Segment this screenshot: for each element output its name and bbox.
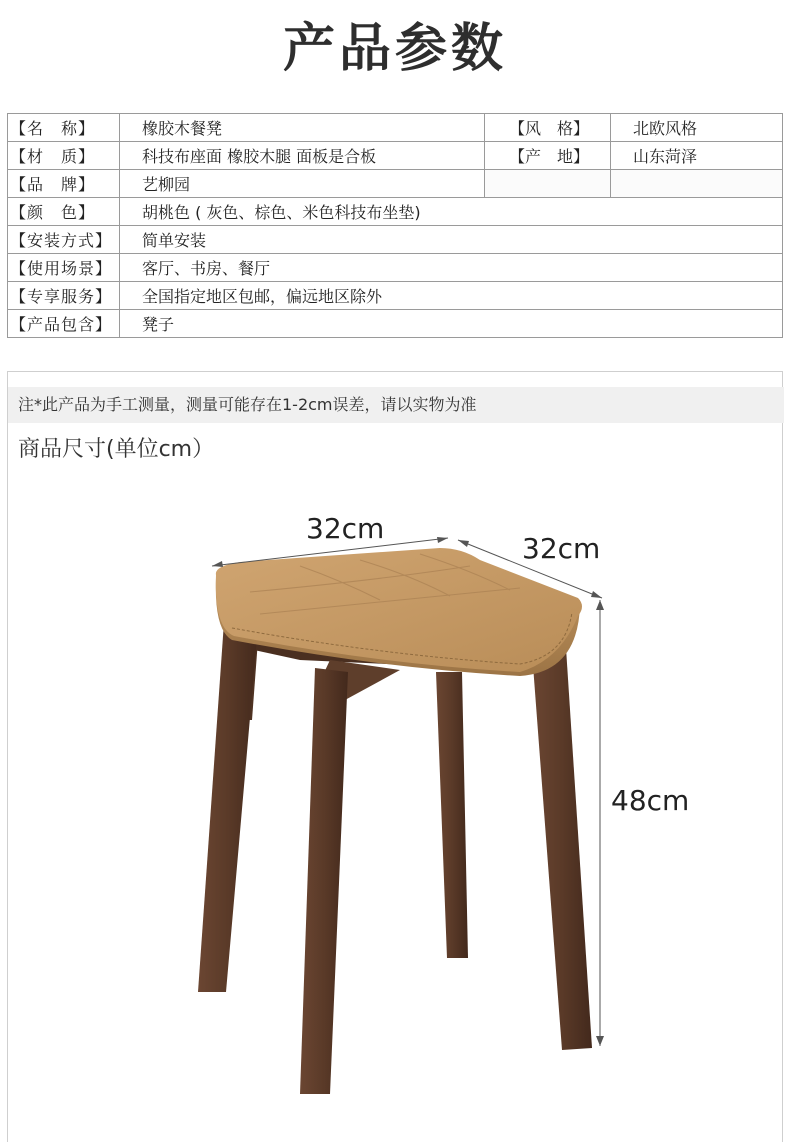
row-value: 科技布座面 橡胶木腿 面板是合板 — [120, 142, 485, 170]
row-value: 北欧风格 — [611, 114, 783, 142]
row-label: 【风 格】 — [485, 114, 611, 142]
row-label: 【产品包含】 — [8, 310, 120, 338]
row-label: 【材 质】 — [8, 142, 120, 170]
page-title: 产品参数 — [282, 19, 507, 79]
stool-leg-back-right — [436, 672, 468, 958]
row-label: 【品 牌】 — [8, 170, 120, 198]
height-dimension-label: 48cm — [611, 784, 690, 817]
width-arrow-right — [437, 537, 448, 543]
size-title: 商品尺寸(单位cm） — [18, 437, 215, 462]
row-value: 胡桃色 ( 灰色、棕色、米色科技布坐垫) — [120, 198, 783, 226]
width-arrow-left — [212, 561, 223, 567]
row-value: 客厅、书房、餐厅 — [120, 254, 783, 282]
height-arrow-top — [596, 600, 604, 610]
height-arrow-bottom — [596, 1036, 604, 1046]
row-label: 【安装方式】 — [8, 226, 120, 254]
row-value: 简单安装 — [120, 226, 783, 254]
row-value: 艺柳园 — [120, 170, 485, 198]
width-dimension-label: 32cm — [306, 512, 385, 545]
row-value: 山东菏泽 — [611, 142, 783, 170]
row-label: 【专享服务】 — [8, 282, 120, 310]
stool-leg-front-left — [198, 622, 258, 992]
row-label: 【名 称】 — [8, 114, 120, 142]
row-label: 【产 地】 — [485, 142, 611, 170]
stool-leg-front-right — [532, 648, 592, 1050]
row-value: 凳子 — [120, 310, 783, 338]
row-value: 橡胶木餐凳 — [120, 114, 485, 142]
depth-arrow-bottom — [591, 591, 602, 598]
depth-dimension-label: 32cm — [522, 532, 601, 565]
depth-arrow-top — [458, 540, 469, 547]
row-value: 全国指定地区包邮，偏远地区除外 — [120, 282, 783, 310]
stool-leg-front-middle — [300, 668, 348, 1094]
row-label: 【使用场景】 — [8, 254, 120, 282]
measurement-note: 注*此产品为手工测量，测量可能存在1-2cm误差，请以实物为准 — [8, 387, 784, 423]
row-label: 【颜 色】 — [8, 198, 120, 226]
